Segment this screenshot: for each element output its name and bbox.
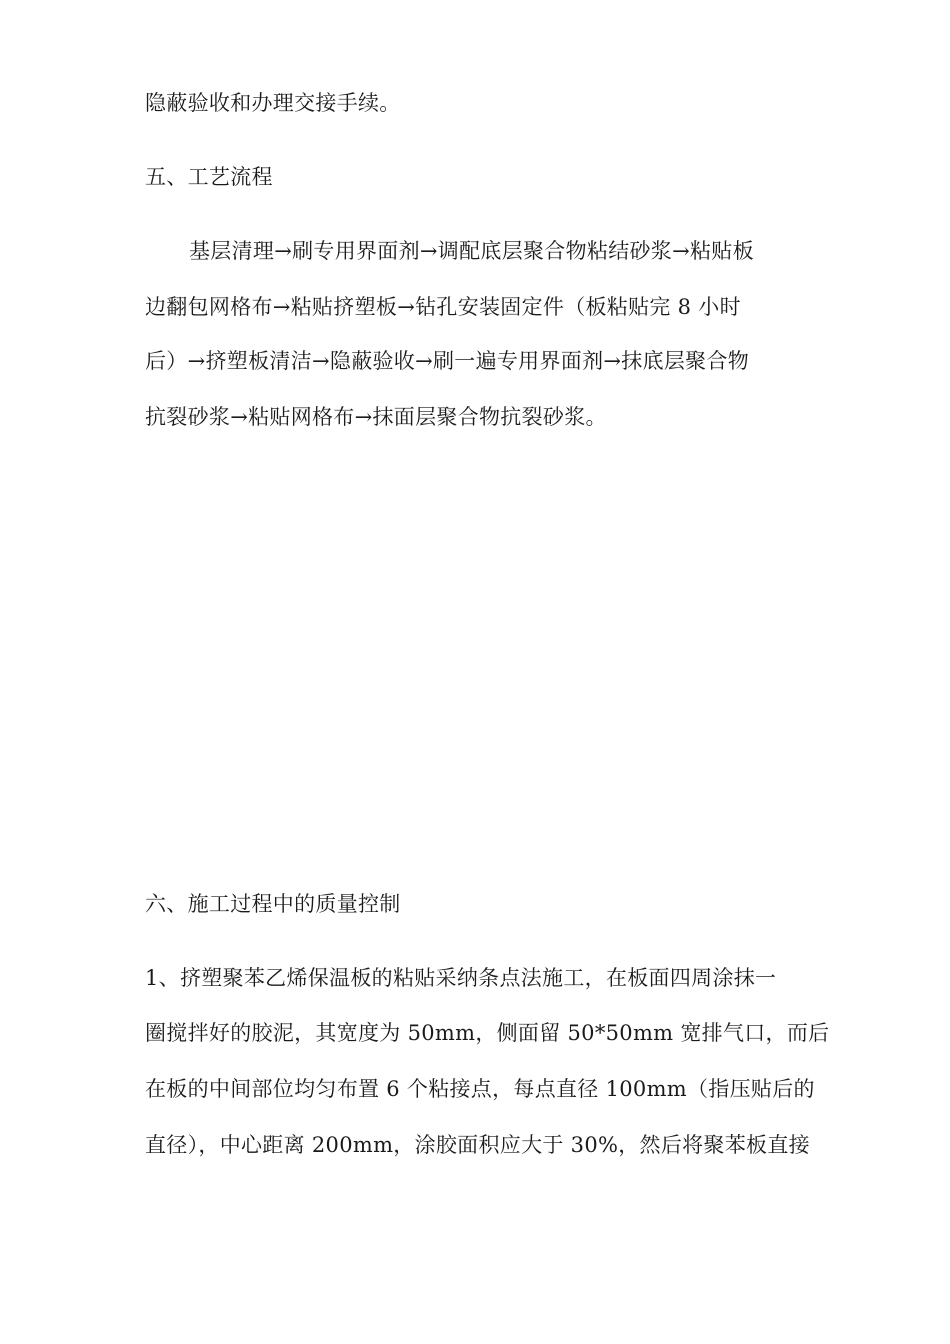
section-5-paragraph-line: 边翻包网格布→粘贴挤塑板→钻孔安装固定件（板粘贴完 8 小时 [145, 295, 741, 319]
section-6-paragraph-line: 圈搅拌好的胶泥，其宽度为 50mm，侧面留 50*50mm 宽排气口，而后 [145, 1021, 830, 1045]
section-6-paragraph-line: 在板的中间部位均匀布置 6 个粘接点，每点直径 100mm（指压贴后的 [145, 1077, 815, 1101]
section-6-paragraph-line: 直径），中心距离 200mm，涂胶面积应大于 30%，然后将聚苯板直接 [145, 1133, 810, 1157]
section-5-paragraph-line: 基层清理→刷专用界面剂→调配底层聚合物粘结砂浆→粘贴板 [189, 239, 754, 263]
continuation-line: 隐蔽验收和办理交接手续。 [145, 91, 401, 115]
section-5-paragraph-line: 抗裂砂浆→粘贴网格布→抹面层聚合物抗裂砂浆。 [145, 405, 607, 429]
section-6-heading: 六、施工过程中的质量控制 [145, 892, 401, 916]
section-5-heading: 五、工艺流程 [145, 165, 273, 189]
section-6-paragraph-line: 1、挤塑聚苯乙烯保温板的粘贴采纳条点法施工，在板面四周涂抹一 [145, 966, 777, 990]
section-5-paragraph-line: 后）→挤塑板清洁→隐蔽验收→刷一遍专用界面剂→抹底层聚合物 [145, 349, 750, 373]
